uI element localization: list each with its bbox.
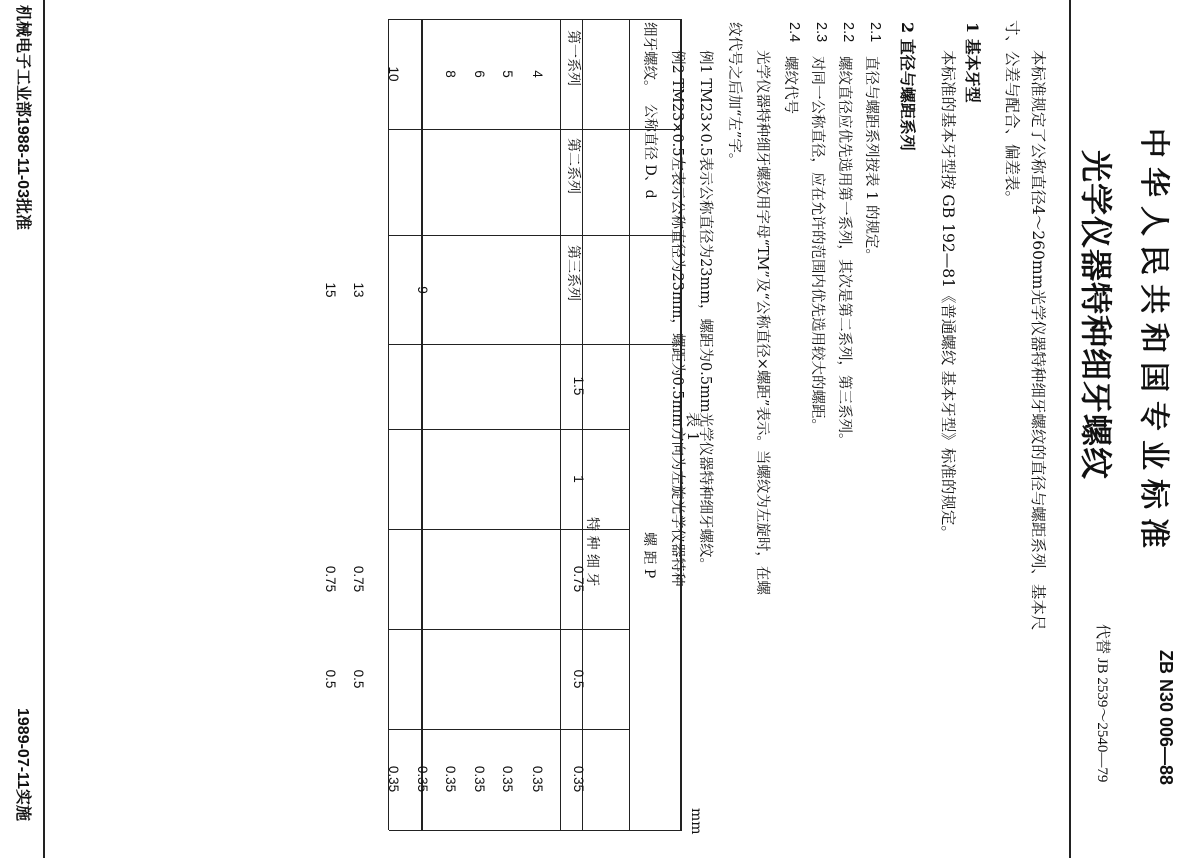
header-pitch: 螺 距 P (641, 532, 657, 579)
example-1: 例1 TM23×0.5表示公称直径为23mm，螺距为0.5mm光学仪器特种细牙螺纹。 (697, 50, 713, 573)
section-1-heading: 1 基本牙型 (963, 22, 982, 103)
item-2-2-number: 2.2 (840, 22, 856, 43)
item-2-1-text: 直径与螺距系列按表 1 的规定。 (863, 56, 879, 263)
cell-series-1: 4 (530, 70, 545, 78)
cell-pitch-0-75: 0.75 (323, 565, 338, 593)
pitch-0-75-header: 0.75 (571, 565, 586, 593)
cell-series-3: 13 (351, 282, 366, 298)
cell-pitch-0-35: 0.35 (530, 765, 545, 793)
intro-line-1: 本标准规定了公称直径4～260mm光学仪器特种细牙螺纹的直径与螺距系列、基本尺 (1029, 50, 1047, 631)
header-special-fine: 特 种 细 牙 (584, 517, 600, 587)
approval-line: 机械电子工业部1988-11-03批准 (14, 5, 31, 230)
cell-pitch-0-5: 0.5 (351, 669, 366, 689)
pitch-0-35-header: 0.35 (571, 765, 586, 793)
item-2-3-text: 对同一公称直径，应在允许的范围内优先选用较大的螺距。 (809, 56, 825, 433)
cell-series-3: 15 (323, 282, 338, 298)
cell-pitch-0-35: 0.35 (472, 765, 487, 793)
cell-series-3: 9 (415, 286, 430, 294)
standard-code: ZB N30 006—88 (1156, 650, 1176, 786)
example-2-line-2: 细牙螺纹。 (641, 22, 657, 95)
header-series-1: 第一系列 (565, 30, 581, 86)
cell-pitch-0-35: 0.35 (500, 765, 515, 793)
header-series-2: 第二系列 (565, 138, 581, 194)
thread-code-description-2: 纹代号之后加“左”字。 (726, 22, 742, 168)
replaces-note: 代替 JB 2539～2540—79 (1094, 624, 1110, 783)
cell-pitch-0-35: 0.35 (386, 765, 401, 793)
implementation-date: 1989-07-11实施 (14, 708, 31, 821)
cell-series-1: 6 (472, 70, 487, 78)
pitch-1-5-header: 1.5 (571, 376, 586, 396)
thread-code-description-1: 光学仪器特种细牙螺纹用字母“TM”及“公称直径×螺距”表示。当螺纹为左旋时，在螺 (754, 50, 770, 595)
section-2-heading: 2 直径与螺距系列 (898, 22, 917, 151)
cell-series-1: 8 (443, 70, 458, 78)
table-caption: 表 1 (684, 412, 702, 442)
cell-series-1: 10 (386, 66, 401, 82)
header-series-3: 第三系列 (565, 245, 581, 301)
intro-line-2: 寸、公差与配合、偏差表。 (1003, 20, 1021, 207)
pitch-0-5-header: 0.5 (571, 669, 586, 689)
item-2-3-number: 2.3 (813, 22, 829, 43)
section-1-text: 本标准的基本牙型按 GB 192—81《普通螺纹 基本牙型》标准的规定。 (939, 50, 957, 541)
standard-org-title: 中华人民共和国专业标准 (1136, 128, 1171, 557)
cell-series-1: 5 (500, 70, 515, 78)
footer-rule (43, 0, 45, 858)
pitch-1-header: 1 (571, 475, 586, 483)
item-2-2-text: 螺纹直径应优先选用第一系列，其次是第二系列，第三系列。 (836, 56, 852, 448)
item-2-4-text: 螺纹代号 (782, 56, 798, 114)
table-unit: mm (688, 808, 704, 835)
header-nominal-diameter: 公称直径 D、d (642, 104, 658, 199)
cell-pitch-0-75: 0.75 (351, 565, 366, 593)
header-rule (1069, 0, 1071, 858)
example-2-line-1: 例2 TM23×0.5左表示公称直径为23mm，螺距为0.5mm方向为左旋光学仪器特种 (669, 50, 685, 587)
cell-pitch-0-35: 0.35 (415, 765, 430, 793)
document-title: 光学仪器特种细牙螺纹 (1077, 150, 1115, 481)
cell-pitch-0-35: 0.35 (443, 765, 458, 793)
item-2-4-number: 2.4 (786, 22, 802, 43)
cell-pitch-0-5: 0.5 (323, 669, 338, 689)
item-2-1-number: 2.1 (867, 22, 883, 43)
